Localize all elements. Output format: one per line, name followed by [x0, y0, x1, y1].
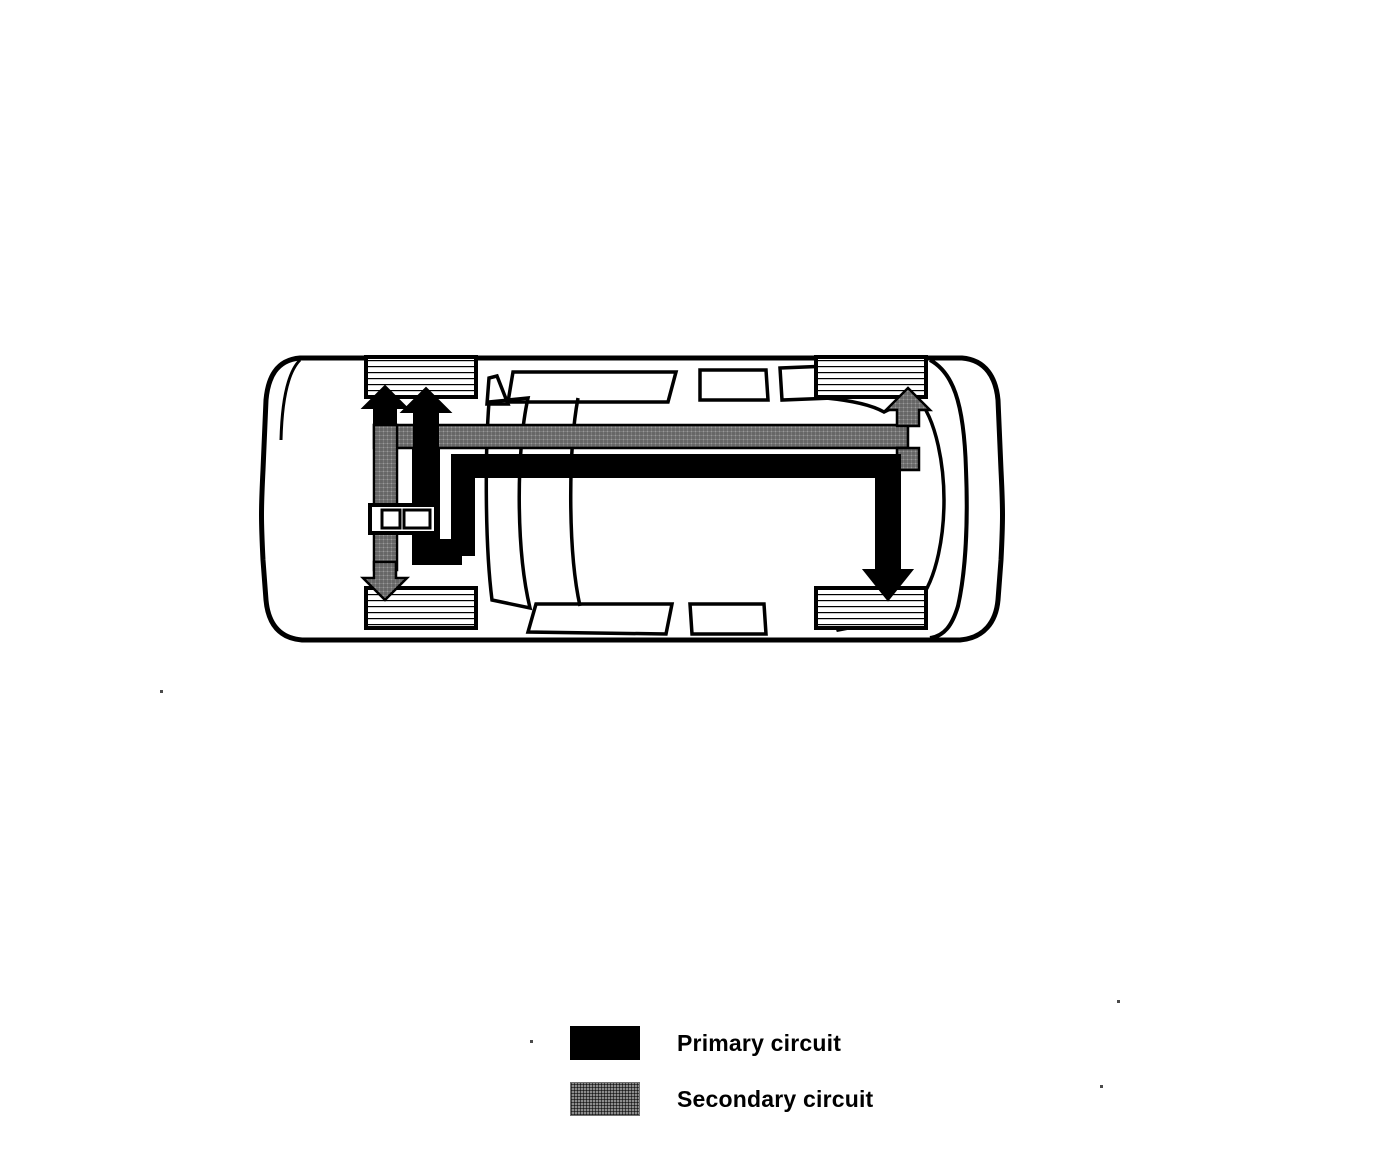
wheels-group [366, 357, 926, 628]
legend-item-secondary [570, 1071, 1090, 1127]
secondary-circuit-line [363, 386, 930, 600]
legend-swatch-secondary-icon [570, 1082, 640, 1116]
legend [570, 1015, 1090, 1127]
scan-speck [1100, 1085, 1103, 1088]
scan-speck [160, 690, 163, 693]
legend-swatch-primary-icon [570, 1026, 640, 1060]
primary-circuit-line [402, 388, 912, 600]
scan-speck [530, 1040, 533, 1043]
front-right-wheel [816, 588, 926, 628]
legend-label-primary: Primary circuit [677, 1029, 842, 1056]
master-cylinder [370, 505, 436, 533]
scan-speck [1117, 1000, 1120, 1003]
legend-item-primary [570, 1015, 1090, 1071]
legend-label-secondary: Secondary circuit [677, 1085, 874, 1112]
